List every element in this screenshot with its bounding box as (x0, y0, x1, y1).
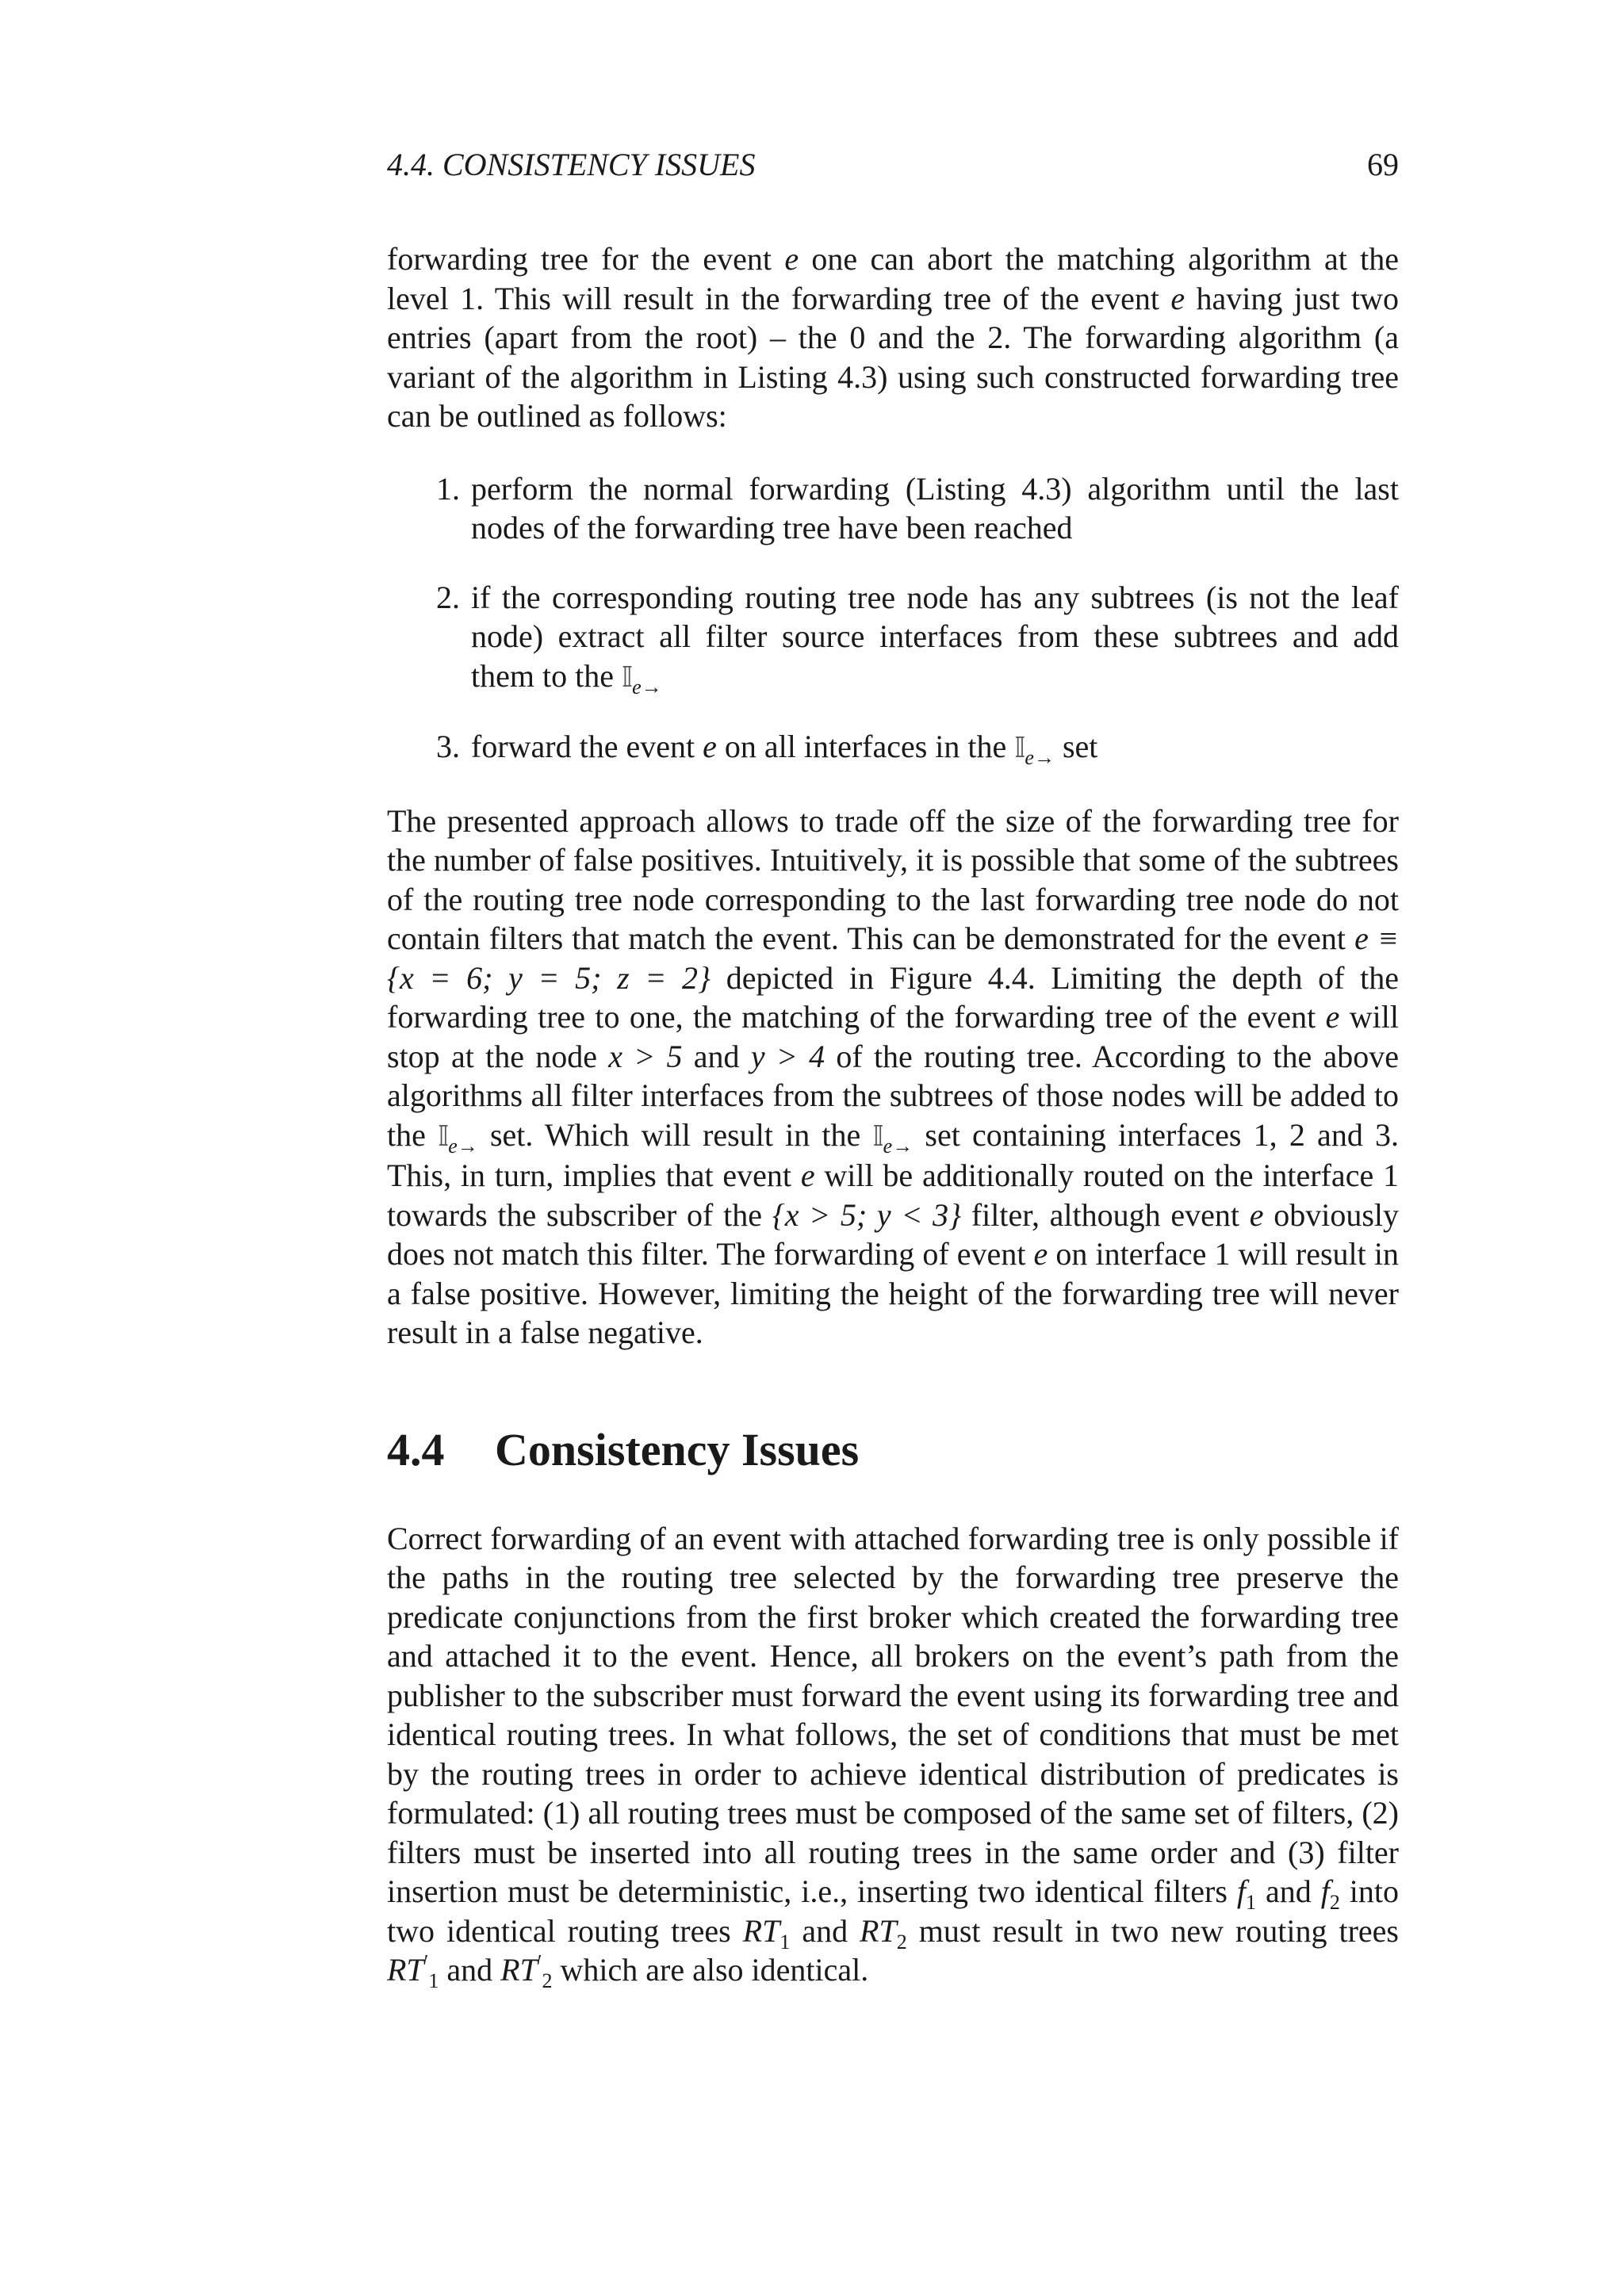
math-f: f (1236, 1873, 1246, 1909)
math-e: e (784, 241, 799, 277)
final-paragraph (387, 1519, 1399, 1990)
intro-paragraph (387, 239, 1399, 436)
text-run: which are also identical. (552, 1952, 869, 1988)
section-number: 4.4 (387, 1423, 445, 1475)
text-run: set. Which will result in the (477, 1116, 873, 1153)
forwarding-steps-list (387, 469, 1399, 768)
list-item-text: forward the event (471, 729, 703, 764)
math-e: e (1249, 1196, 1264, 1233)
math-prime: ′ (423, 1950, 429, 1974)
text-run: and (682, 1038, 751, 1074)
math-e: e (1033, 1236, 1048, 1272)
math-subscript: 1 (1246, 1891, 1256, 1914)
math-subscript: 2 (1329, 1891, 1340, 1914)
math-RT: RT (500, 1952, 538, 1988)
math-subscript: 2 (542, 1969, 553, 1992)
math-subscript: 1 (779, 1930, 791, 1954)
text-run: set containing interfaces 1, 2 and 3. This, in turn, implies that event (387, 1116, 1400, 1193)
math-set-I: 𝕀 (1014, 732, 1025, 764)
text-run: depicted in Figure 4.4. Limiting the depth of the forwarding tree to one, the matching of the forwarding tree of the event (387, 959, 1399, 1035)
text-run: will stop at the node (387, 999, 1399, 1074)
math-RT: RT (742, 1912, 780, 1949)
running-head-section: 4.4. CONSISTENCY ISSUES (387, 147, 756, 182)
running-head (387, 143, 1399, 187)
main-paragraph (387, 802, 1399, 1353)
math-subscript: 2 (896, 1930, 907, 1954)
section-heading (387, 1422, 1399, 1478)
math-RT: RT (387, 1952, 424, 1988)
math-e: e (800, 1158, 815, 1193)
list-item (468, 727, 1399, 768)
text-run: on interface 1 will result in a false positive. However, limiting the height of the forwarding tree will never result in a false negative. (387, 1236, 1399, 1350)
math-RT: RT (860, 1912, 897, 1949)
math-event-definition: e ≡ {x = 6; y = 5; z = 2} (387, 920, 1399, 996)
math-e: e (1325, 999, 1340, 1035)
math-node: x > 5 (608, 1038, 683, 1074)
list-item-text: if the corresponding routing tree node has any subtrees (is not the leaf node) extract all filter source interfaces from these subtrees and add them to the (471, 579, 1399, 694)
text-run: obviously does not match this filter. The forwarding of event (387, 1196, 1400, 1272)
list-item-text: perform the normal forwarding (Listing 4.3) algorithm until the last nodes of the forwarding tree have been reached (471, 470, 1399, 545)
text-run: The presented approach allows to trade off the size of the forwarding tree for the number of false positives. Intuitively, it is possible that some of the subtrees of the routing tree node corresponding to the last forwarding tree node do not contain filters that match the event. This can be demonstrated for the event (387, 802, 1399, 956)
text-run: and (790, 1912, 860, 1949)
math-subscript: e→ (448, 1134, 478, 1158)
text-run: Correct forwarding of an event with attached forwarding tree is only possible if the paths in the routing tree selected by the forwarding tree preserve the predicate conjunctions from the first broker which created the forwarding tree and attached it to the event. Hence, all brokers on the event’s path from the publisher to the subscriber must forward the event using its forwarding tree and identical routing trees. In what follows, the set of conditions that must be met by the routing trees in order to achieve identical distribution of predicates is formulated: (1) all routing trees must be composed of the same set of filters, (2) filters must be inserted into all routing trees in the same order and (3) filter insertion must be deterministic, i.e., inserting two identical filters (387, 1520, 1399, 1909)
math-set-I: 𝕀 (621, 660, 633, 694)
list-item (468, 469, 1399, 548)
page (387, 143, 1399, 1990)
page-number: 69 (1367, 147, 1399, 182)
text-run: filter, although event (961, 1196, 1250, 1233)
text-run: having just two entries (apart from the root) – the 0 and the 2. The forwarding algorithm (a variant of the algorithm in Listing 4.3) using such constructed forwarding tree can be outlined as follows: (387, 280, 1399, 434)
list-item (468, 578, 1399, 698)
math-subscript: e→ (632, 675, 662, 698)
list-item-text: on all interfaces in the (716, 729, 1015, 764)
text-run: and (439, 1952, 501, 1988)
text-run: one can abort the matching algorithm at the level 1. This will result in the forwarding tree of the event (387, 241, 1399, 316)
math-subscript: e→ (883, 1134, 914, 1158)
text-run: of the routing tree. According to the above algorithms all filter interfaces from the subtrees of those nodes will be added to the (387, 1038, 1399, 1153)
section-title: Consistency Issues (495, 1423, 860, 1475)
math-set-I: 𝕀 (438, 1119, 449, 1153)
math-e: e (703, 729, 717, 764)
math-set-I: 𝕀 (872, 1119, 883, 1153)
math-prime: ′ (537, 1950, 542, 1974)
math-e: e (1170, 280, 1185, 316)
math-f: f (1320, 1873, 1330, 1909)
text-run: into two identical routing trees (387, 1873, 1399, 1949)
text-run: will be additionally routed on the interface 1 towards the subscriber of the (387, 1158, 1399, 1233)
math-subscript: 1 (428, 1969, 439, 1992)
math-subscript: e→ (1025, 746, 1055, 769)
math-filter: {x > 5; y < 3} (772, 1196, 962, 1233)
math-node: y > 4 (750, 1038, 825, 1074)
list-item-text: set (1054, 729, 1098, 764)
text-run: must result in two new routing trees (906, 1912, 1399, 1949)
text-run: and (1256, 1873, 1321, 1909)
text-run: forwarding tree for the event (387, 241, 785, 277)
